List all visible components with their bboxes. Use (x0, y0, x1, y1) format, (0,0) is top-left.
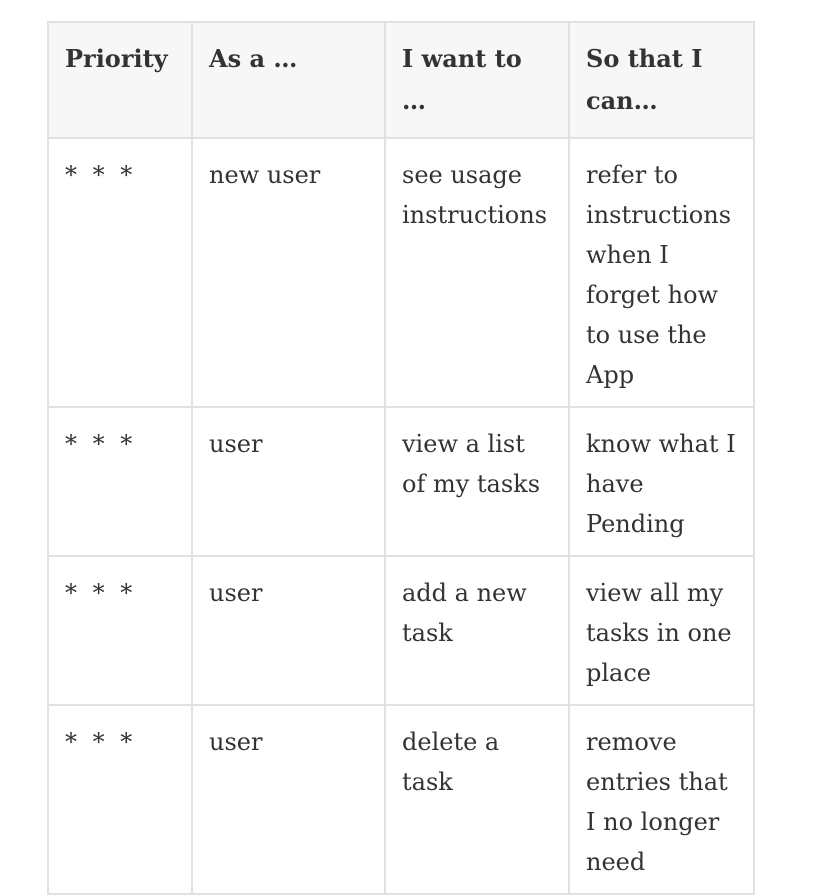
user-stories-table-container (47, 21, 755, 895)
benefit-cell: view all my tasks in one place (569, 556, 754, 705)
want-cell: view a list of my tasks (385, 407, 569, 556)
header-row (48, 22, 754, 138)
table-row (48, 556, 754, 705)
benefit-cell: refer to instructions when I forget how to use the App (569, 138, 754, 407)
priority-cell: * * * (48, 705, 192, 894)
table-row (48, 138, 754, 407)
role-cell: user (192, 705, 385, 894)
header-i-want-to: I want to … (385, 22, 569, 138)
role-cell: user (192, 407, 385, 556)
priority-cell: * * * (48, 407, 192, 556)
benefit-cell: know what I have Pending (569, 407, 754, 556)
priority-cell: * * * (48, 138, 192, 407)
header-as-a: As a … (192, 22, 385, 138)
user-stories-table (47, 21, 755, 895)
table-header (48, 22, 754, 138)
table-body (48, 138, 754, 894)
role-cell: new user (192, 138, 385, 407)
benefit-cell: remove entries that I no longer need (569, 705, 754, 894)
want-cell: delete a task (385, 705, 569, 894)
want-cell: see usage instructions (385, 138, 569, 407)
role-cell: user (192, 556, 385, 705)
header-so-that: So that I can… (569, 22, 754, 138)
priority-cell: * * * (48, 556, 192, 705)
want-cell: add a new task (385, 556, 569, 705)
table-row (48, 407, 754, 556)
table-row (48, 705, 754, 894)
header-priority: Priority (48, 22, 192, 138)
